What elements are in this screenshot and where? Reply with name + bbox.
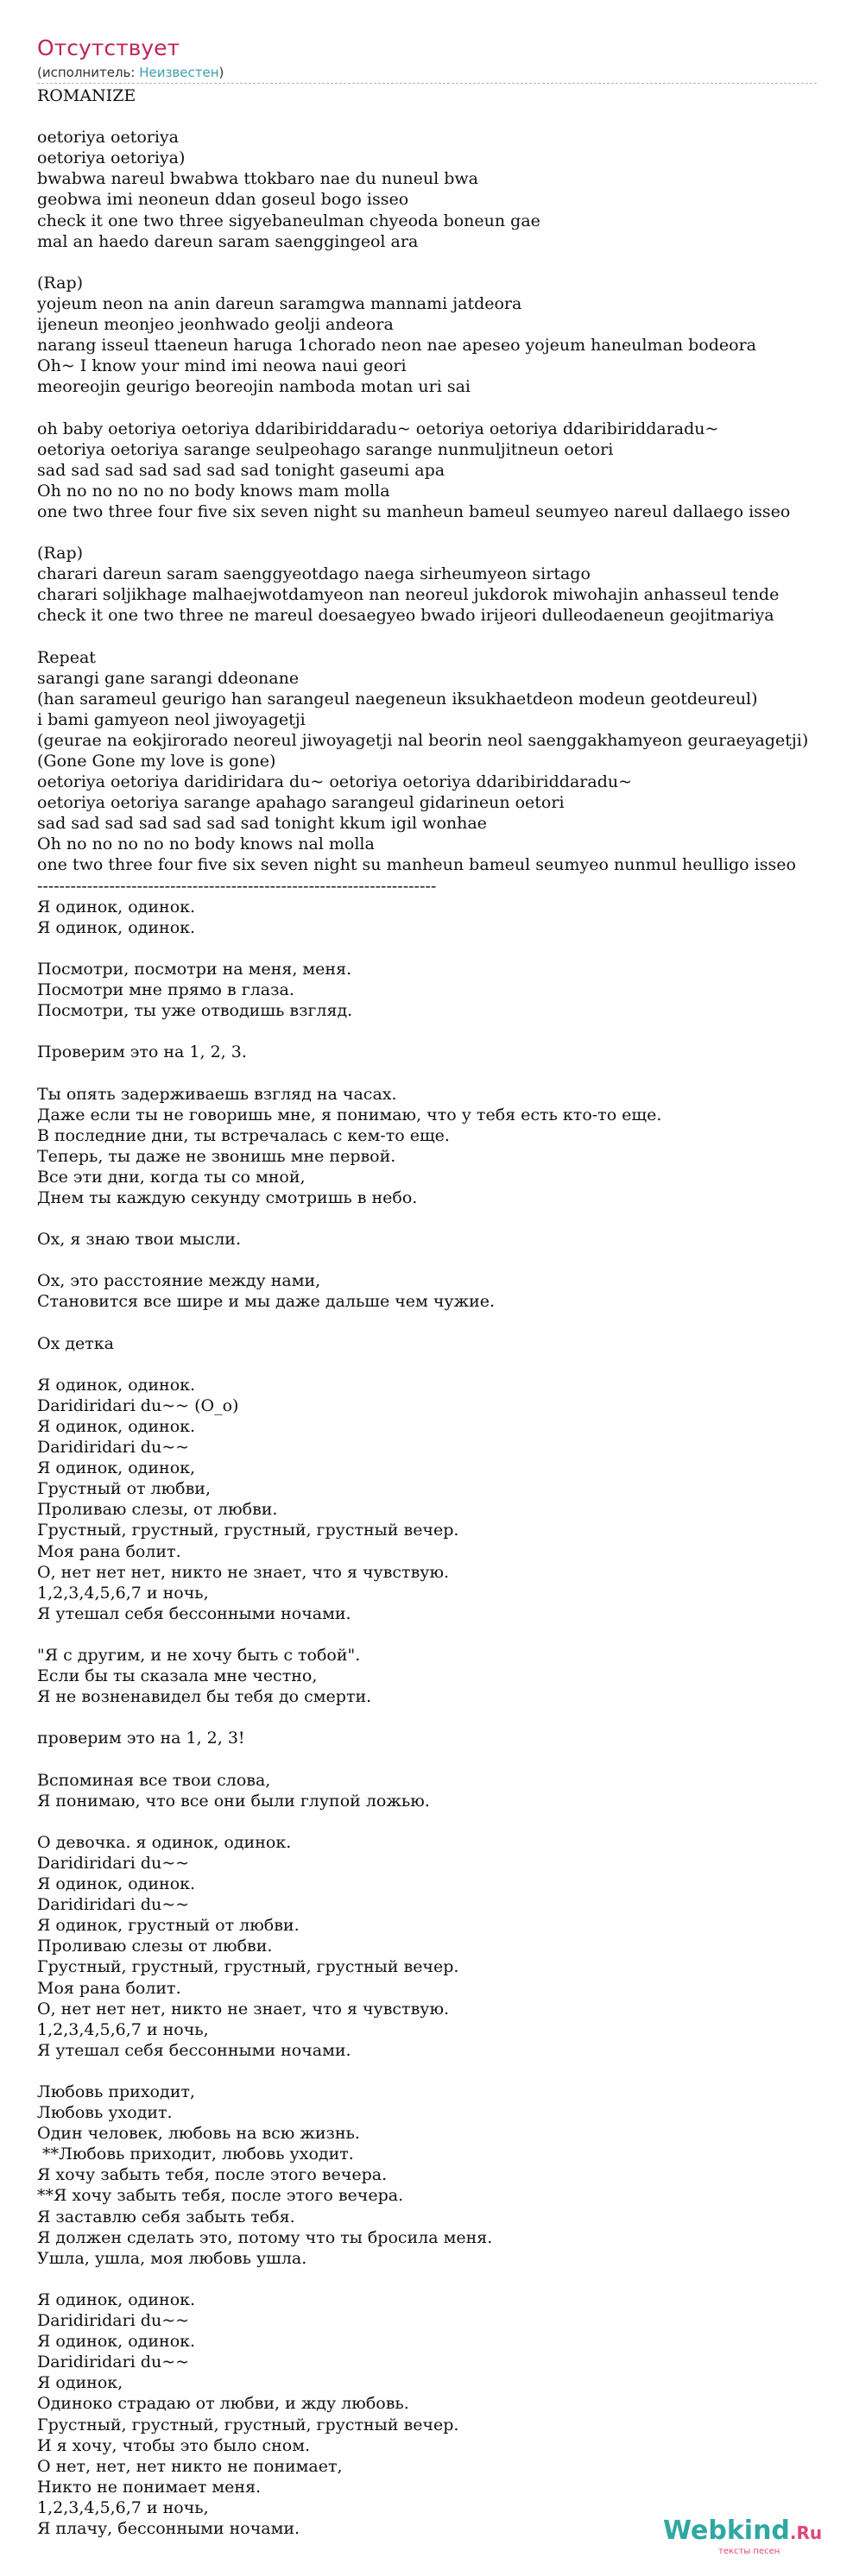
lyrics-line: Daridiridari du~~ (37, 2311, 190, 2331)
lyrics-line: Я хочу забыть тебя, после этого вечера. (37, 2165, 388, 2185)
lyrics-line: (han sarameul geurigo han sarangeul naegeneun iksukhaetdeon modeun geotdeureul) (37, 689, 758, 709)
lyrics-line: проверим это на 1, 2, 3! (37, 1729, 245, 1748)
lyrics-line: Я одинок, одинок. (37, 1417, 196, 1436)
lyrics-line: Любовь уходит. (37, 2103, 173, 2123)
lyrics-line: И я хочу, чтобы это было сном. (37, 2435, 311, 2455)
lyrics-blank-line (37, 1062, 831, 1083)
lyrics-line: Repeat (37, 647, 96, 667)
logo-main-text: Webkind (663, 2516, 790, 2546)
lyrics-line: narang isseul ttaeneun haruga 1chorado neon nae apeseo yojeum haneulman bodeora (37, 336, 756, 356)
lyrics-line: 1,2,3,4,5,6,7 и ночь, (37, 1583, 209, 1603)
lyrics-line: yojeum neon na anin dareun saramgwa mannami jatdeora (37, 293, 522, 313)
lyrics-line: Никто не понимает меня. (37, 2477, 262, 2497)
lyrics-line: Моя рана болит. (37, 1978, 181, 1998)
lyrics-line: Теперь, ты даже не звонишь мне первой. (37, 1146, 396, 1166)
lyrics-line: Посмотри мне прямо в глаза. (37, 980, 294, 1000)
lyrics-line: Я не возненавидел бы тебя до смерти. (37, 1687, 372, 1707)
lyrics-line: Проверим это на 1, 2, 3. (37, 1042, 247, 1062)
logo-wordmark (663, 2516, 822, 2548)
lyrics-line: Daridiridari du~~ (37, 1438, 190, 1458)
logo-tagline: тексты песен (718, 2547, 780, 2556)
lyrics-line: (geurae na eokjirorado neoreul jiwoyagetji nal beorin neol saenggakhamyeon geuraeyagetji) (37, 730, 809, 750)
lyrics-blank-line (37, 1811, 831, 1832)
lyrics-line: ------------------------------------------------------------------------ (37, 876, 437, 896)
lyrics-line: Вспоминая все твои слова, (37, 1770, 271, 1790)
lyrics-line: geobwa imi neoneun ddan goseul bogo isseo (37, 190, 409, 210)
site-logo[interactable] (663, 2516, 836, 2559)
lyrics-line: sad sad sad sad sad sad sad tonight kkum igil wonhae (37, 814, 487, 834)
lyrics-blank-line (37, 1313, 831, 1333)
lyrics-line: Посмотри, посмотри на меня, меня. (37, 959, 352, 979)
lyrics-line: Моя рана болит. (37, 1541, 181, 1561)
lyrics-line: sad sad sad sad sad sad sad tonight gaseumi apa (37, 460, 445, 480)
lyrics-line: Днем ты каждую секунду смотришь в небо. (37, 1187, 418, 1207)
lyrics-blank-line (37, 2269, 831, 2289)
lyrics-line: ROMANIZE (37, 86, 136, 105)
lyrics-line: oh baby oetoriya oetoriya ddaribiriddaradu~ oetoriya oetoriya ddaribiriddaradu~ (37, 419, 719, 438)
lyrics-line: Daridiridari du~~ (37, 1853, 190, 1873)
lyrics-line: Я одинок, одинок, (37, 1458, 196, 1478)
artist-link[interactable]: Неизвестен (139, 65, 219, 80)
lyrics-line: Если бы ты сказала мне честно, (37, 1666, 318, 1686)
lyrics-blank-line (37, 522, 831, 543)
lyrics-line: Я понимаю, что все они были глупой ложью. (37, 1791, 430, 1811)
lyrics-blank-line (37, 1354, 831, 1375)
song-header (37, 35, 817, 84)
lyrics-line: charari dareun saram saenggyeotdago naega sirheumyeon sirtago (37, 564, 591, 584)
lyrics-line: oetoriya oetoriya (37, 128, 179, 148)
lyrics-line: Ты опять задерживаешь взгляд на часах. (37, 1084, 397, 1104)
lyrics-line: Я одинок, одинок. (37, 1375, 196, 1395)
lyrics-line: **Любовь приходит, любовь уходит. (37, 2145, 354, 2164)
lyrics-line: oetoriya oetoriya sarange apahago sarangeul gidarineun oetori (37, 793, 565, 813)
lyrics-line: Ушла, ушла, моя любовь ушла. (37, 2248, 307, 2268)
lyrics-line: Ох, это расстояние между нами, (37, 1271, 321, 1291)
lyrics-line: ijeneun meonjeo jeonhwado geolji andeora (37, 315, 394, 335)
lyrics-line: Oh no no no no no body knows nal molla (37, 835, 375, 854)
lyrics-line: О, нет нет нет, никто не знает, что я чувствую. (37, 1999, 450, 2019)
lyrics-line: О девочка. я одинок, одинок. (37, 1832, 292, 1852)
lyrics-line: Я заставлю себя забыть тебя. (37, 2207, 295, 2226)
lyrics-line: check it one two three sigyebaneulman chyeoda boneun gae (37, 211, 540, 230)
lyrics-line: Грустный, грустный, грустный, грустный вечер. (37, 1521, 459, 1540)
lyrics-line: charari soljikhage malhaejwotdamyeon nan neoreul jukdorok miwohajin anhasseul tende (37, 585, 780, 605)
lyrics-line: Проливаю слезы, от любви. (37, 1500, 278, 1520)
song-title: Отсутствует (37, 35, 180, 60)
lyrics-line: Одиноко страдаю от любви, и жду любовь. (37, 2394, 409, 2414)
lyrics-line: (Rap) (37, 544, 84, 564)
lyrics-line: Любовь приходит, (37, 2082, 195, 2101)
lyrics-line: Oh no no no no no body knows mam molla (37, 481, 390, 501)
artist-suffix: ) (218, 65, 224, 80)
lyrics-line: one two three four five six seven night su manheun bameul seumyeo nareul dallaego isseo (37, 501, 791, 521)
lyrics-line: Я плачу, бессонными ночами. (37, 2518, 300, 2538)
lyrics-blank-line (37, 2061, 831, 2082)
lyrics-line: mal an haedo dareun saram saenggingeol ara (37, 231, 419, 251)
lyrics-line: check it one two three ne mareul doesaegyeo bwado irijeori dulleodaeneun geojitmariya (37, 606, 774, 626)
lyrics-line: Становится все шире и мы даже дальше чем чужие. (37, 1292, 496, 1312)
lyrics-line: meoreojin geurigo beoreojin namboda motan uri sai (37, 377, 471, 397)
lyrics-line: **Я хочу забыть тебя, после этого вечера. (37, 2186, 404, 2206)
lyrics-line: (Rap) (37, 273, 84, 293)
lyrics-line: Я одинок, одинок. (37, 897, 196, 916)
lyrics-line: Грустный, грустный, грустный, грустный вечер. (37, 1957, 459, 1977)
lyrics-blank-line (37, 1250, 831, 1270)
lyrics-line: Daridiridari du~~ (O_o) (37, 1395, 239, 1415)
lyrics-line: В последние дни, ты встречалась с кем-то еще. (37, 1125, 450, 1145)
lyrics-line: Я утешал себя бессонными ночами. (37, 2040, 351, 2060)
lyrics-blank-line (37, 626, 831, 646)
lyrics-blank-line (37, 252, 831, 273)
lyrics-blank-line (37, 1624, 831, 1645)
lyrics-blank-line (37, 106, 831, 127)
lyrics-line: Daridiridari du~~ (37, 1895, 190, 1915)
artist-line (37, 64, 817, 84)
lyrics-line: Я утешал себя бессонными ночами. (37, 1603, 351, 1623)
lyrics-line: Daridiridari du~~ (37, 2352, 190, 2372)
lyrics-line: Я одинок, одинок. (37, 2332, 196, 2352)
lyrics-line: Ох, я знаю твои мысли. (37, 1230, 241, 1250)
lyrics-line: Проливаю слезы от любви. (37, 1937, 273, 1956)
lyrics-line: Я должен сделать это, потому что ты бросила меня. (37, 2227, 493, 2247)
lyrics-line: Ох детка (37, 1333, 114, 1353)
lyrics-line: oetoriya oetoriya) (37, 148, 186, 168)
lyrics-blank-line (37, 938, 831, 959)
lyrics-line: О, нет нет нет, никто не знает, что я чувствую. (37, 1562, 450, 1582)
lyrics-line: 1,2,3,4,5,6,7 и ночь, (37, 2019, 209, 2039)
lyrics-line: Грустный, грустный, грустный, грустный вечер. (37, 2415, 459, 2434)
lyrics-line: Все эти дни, когда ты со мной, (37, 1167, 306, 1187)
lyrics-line: bwabwa nareul bwabwa ttokbaro nae du nuneul bwa (37, 169, 478, 189)
lyrics-blank-line (37, 1021, 831, 1042)
lyrics-line: oetoriya oetoriya sarange seulpeohago sarange nunmuljitneun oetori (37, 439, 614, 459)
lyrics-line: (Gone Gone my love is gone) (37, 752, 276, 771)
lyrics-line: Я одинок, грустный от любви. (37, 1916, 300, 1936)
lyrics-line: Даже если ты не говоришь мне, я понимаю, что у тебя есть кто-то еще. (37, 1105, 662, 1124)
lyrics-blank-line (37, 397, 831, 418)
lyrics-line: oetoriya oetoriya daridiridara du~ oetoriya oetoriya ddaribiriddaradu~ (37, 772, 633, 792)
lyrics-line: sarangi gane sarangi ddeonane (37, 668, 300, 688)
lyrics-line: Я одинок, одинок. (37, 2289, 196, 2309)
lyrics-line: Грустный от любви, (37, 1479, 212, 1499)
lyrics-line: Я одинок, одинок. (37, 1874, 196, 1894)
lyrics-blank-line (37, 1749, 831, 1770)
lyrics-line: Oh~ I know your mind imi neowa naui geori (37, 356, 407, 376)
artist-prefix: (исполнитель: (37, 65, 140, 80)
lyrics-line: one two three four five six seven night su manheun bameul seumyeo nunmul heulligo isseo (37, 855, 796, 875)
lyrics-line: Посмотри, ты уже отводишь взгляд. (37, 1001, 353, 1021)
lyrics-blank-line (37, 1707, 831, 1728)
logo-tld: .Ru (789, 2522, 823, 2543)
lyrics-line: Я одинок, (37, 2373, 123, 2393)
lyrics-line: Я одинок, одинок. (37, 917, 196, 937)
lyrics-line: i bami gamyeon neol jiwoyagetji (37, 709, 306, 729)
lyrics-line: О нет, нет, нет никто не понимает, (37, 2456, 343, 2476)
lyrics-line: 1,2,3,4,5,6,7 и ночь, (37, 2497, 209, 2517)
lyrics-line: Один человек, любовь на всю жизнь. (37, 2124, 360, 2144)
lyrics-blank-line (37, 1208, 831, 1229)
lyrics-line: "Я с другим, и не хочу быть с тобой". (37, 1646, 361, 1666)
lyrics-text (37, 85, 831, 2539)
